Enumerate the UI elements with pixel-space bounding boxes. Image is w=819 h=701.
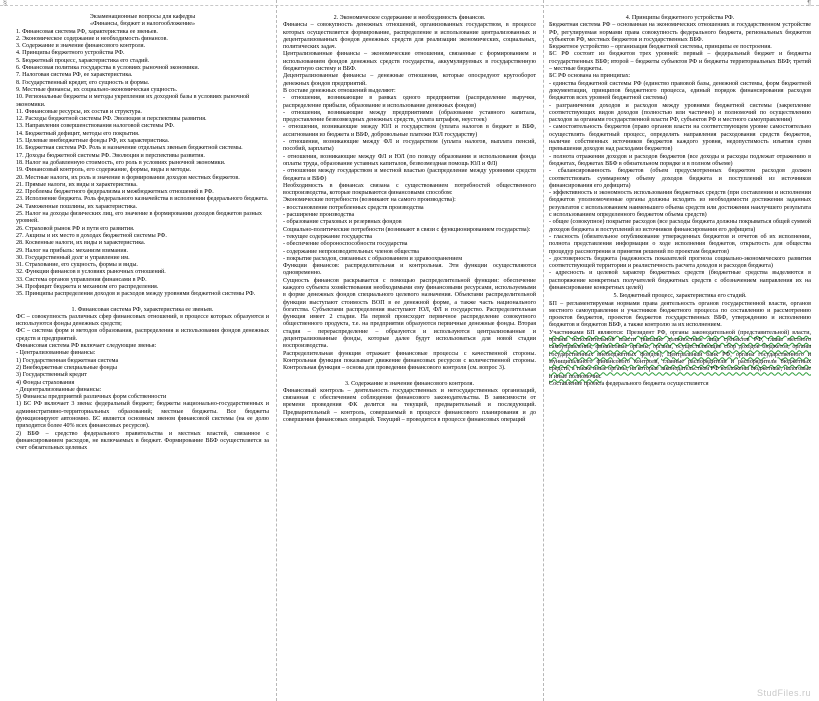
question-item: 18. Налог на добавленную стоимость, его роль в условиях рыночной экономики. xyxy=(16,159,226,166)
paragraph: Участниками БП являются: Президент РФ, органы законодательной (представительной) власти, органы исполнительной власти (высшие должностные лица субъектов РФ, главы местного самоуправления, финансовые органы, органы, осуществляющие сбор доходов бюджетов, органы государственных внебюджетных фондов), Центральный банк РФ, органы государственного и муниципального финансового контроля, главные распорядители и распорядители бюджетных средств, а также иные органы, на которые законодательством РФ возложены бюджетные, налоговые и иные полномочия. xyxy=(549,329,811,380)
question-item: 11. Финансовые ресурсы, их состав и структура. xyxy=(16,108,142,115)
paragraph: - сбалансированность бюджетов (объем предусмотренных бюджетом расходов должен соответствовать суммарному объему доходов бюджета и поступлений из источников финансирования его дефицита) xyxy=(549,168,811,189)
paragraph: - единства бюджетной системы РФ (единство правовой базы, денежной системы, форм бюджетной документации, принципов бюджетного процесса, единый порядок финансирования расходов бюджетов всех уровней бюджетной системы) xyxy=(549,80,811,102)
paragraph: - эффективность и экономность использования бюджетных средств (при составлении и исполнении бюджетов уполномоченные органы должны исходить из необходимости достижения заданных результатов с использованием наименьшего объема средств или достижения наилучшего результата с использованием определенного бюджетом объема средств) xyxy=(549,190,811,219)
question-item: 4. Принципы бюджетного устройства РФ. xyxy=(16,50,125,57)
paragraph: Составление проекта федерального бюджета осуществляется xyxy=(549,380,709,387)
question-item: 10. Региональные бюджеты и методы укрепления их доходной базы в условиях рыночной экономики. xyxy=(16,94,250,108)
section-heading-4: 4. Принципы бюджетного устройства РФ. xyxy=(625,15,735,21)
section-1-paragraphs xyxy=(16,314,269,350)
paragraph: - восстановление потребленных средств производства xyxy=(283,204,424,211)
top-ruler xyxy=(0,0,819,6)
paragraph: Социально-политические потребности (возникают в связи с функционированием государства): xyxy=(283,226,531,233)
list-item: 4) Фонды страхования xyxy=(16,379,75,386)
paragraph: БП – регламентируемая нормами права деятельность органов государственной власти, органов местного самоуправления и участников бюджетного процесса по составлению и рассмотрению проектов бюджетов, проектов бюджетов государственных ВБФ, утверждению и исполнению бюджетов и бюджетов ВБФ, а также контролю за их исполнением. xyxy=(549,300,811,329)
section-heading-1: 1. Финансовая система РФ, характеристика ее звеньев. xyxy=(71,306,214,313)
paragraph: - отношения, возникающие между ЮЛ и государством (уплата налогов в бюджет и ВБФ, ассигнования из бюджета и ВБФ, добровольные платежи ЮЛ государству) xyxy=(283,124,536,138)
paragraph: - содержание непроизводительных членов общества xyxy=(283,248,419,255)
question-item: 21. Прямые налоги, их виды и характеристика. xyxy=(16,181,138,188)
question-item: 7. Налоговая система РФ, ее характеристика. xyxy=(16,72,133,79)
watermark-logo: StudFiles.ru xyxy=(756,688,811,698)
paragraph: Централизованные финансы – экономические отношения, связанные с формированием и использованием фондов денежных средств государства, аккумулируемых в государственную бюджетную систему и ВБФ. xyxy=(283,51,536,73)
question-item: 33. Система органов управления финансами в РФ. xyxy=(16,276,147,283)
paragraph: Необходимость в финансах связана с существованием потребностей общественного воспроизводства, которые покрываются финансовыми способом: xyxy=(283,182,536,197)
question-item: 9. Местные финансы, их социально-экономическая сущность. xyxy=(16,86,178,93)
page-mark-right: ¶ xyxy=(807,0,811,7)
paragraph: - гласность (обязательное опубликование утвержденных бюджетов и отчетов об их исполнении, полнота представления информации о ходе исполнения бюджетов, открытость для общества процедур рассмотрения и принятия решений по проектам бюджетов) xyxy=(549,233,811,255)
column-divider xyxy=(543,0,544,701)
paragraph: - отношения, возникающие между ФЛ и ЮЛ (по поводу образования и использования фонда оплаты труда, образование уставных капиталов, безвозмездная помощь ЮЛ и ФЛ) xyxy=(283,153,536,167)
paragraph: Финансовый контроль – деятельность государственных и негосударственных организаций, связанная с обеспечением соблюдения финансового законодательства. В зависимости от времени проведения ФК делится на текущий, предварительный и последующий. Предварительный – контроль, совершаемый в процессе финансового планирования и до совершения финансовых операций. Текущий – проводится в процессе финансовых операций xyxy=(283,387,536,424)
paragraph: - самостоятельность бюджетов (право органов власти на соответствующем уровне самостоятельно осуществлять бюджетный процесс, определять направления расходования средств бюджетов, наличие собственных источников бюджетов каждого уровня, недопустимость изъятия сумм превышения доходов над расходами бюджетов) xyxy=(549,124,811,153)
paragraph: - расширение производства xyxy=(283,212,355,219)
question-item: 23. Исполнение бюджета. Роль федерального казначейства в исполнении федерального бюджета. xyxy=(16,196,269,203)
document-subtitle: «Финансы, бюджет и налогообложение» xyxy=(90,21,195,28)
question-item: 35. Принципы распределения доходов и расходов между уровнями бюджетной системы РФ. xyxy=(16,291,256,298)
section-heading-3: 3. Содержание и значение финансового контроля. xyxy=(344,380,475,387)
section-2-paragraphs xyxy=(283,22,536,372)
column-1 xyxy=(16,14,269,701)
column-2 xyxy=(283,14,536,701)
question-item: 12. Расходы бюджетной системы РФ. Эволюция и перспективы развития. xyxy=(16,116,207,123)
paragraph: 1) БС РФ включает 3 звена: федеральный бюджет; бюджеты национально-государственных и административно-территориальных образований; местные бюджеты. Все бюджеты функционируют автономно. БС является основным звеном финансовой системы (на ее долю приходится более 40% всех финансовых ресурсов). xyxy=(16,401,269,430)
paragraph: Децентрализованные финансы – денежные отношения, которые опосредуют кругооборот денежных фондов предприятий. xyxy=(283,73,536,87)
section-1-tail xyxy=(16,401,269,452)
paragraph: Финансы – совокупность денежных отношений, организованных государством, в процессе которых осуществляется формирование, распределение и использование централизованных и децентрализованных фондов денежных средств для реализации экономических, социальных, политических задач. xyxy=(283,22,536,51)
paragraph: Распределительная функция отражает финансовые процессы с качественной стороны. Контрольная функция показывает движение финансовых ресурсов с количественной стороны. Контрольная функция – основа для проведения финансового контроля (см. вопрос 3). xyxy=(283,350,536,372)
paragraph: - отношения, возникающие между ФЛ и государством (уплата налогов, выплата пенсий, пособий, зарплаты) xyxy=(283,139,536,153)
paragraph: - образование страховых и резервных фондов xyxy=(283,219,402,226)
question-item: 19. Финансовый контроль, его содержание, формы, виды и методы. xyxy=(16,167,192,174)
paragraph: - текущее содержание государства xyxy=(283,233,373,240)
question-item: 25. Налог на доходы физических лиц, его значение в формировании доходов бюджетов разных уровней. xyxy=(16,211,262,225)
paragraph: - обеспечение обороноспособности государства xyxy=(283,241,408,248)
paragraph: В составе денежных отношений выделяют: xyxy=(283,87,396,94)
page-mark-left: § xyxy=(3,0,7,7)
paragraph: БС РФ состоит из бюджетов трех уровней: первый – федеральный бюджет и бюджеты государственных ВБФ; второй – бюджеты субъектов РФ и бюджеты территориальных ВБФ; третий – местные бюджеты. xyxy=(549,51,811,73)
question-item: 2. Экономическое содержание и необходимость финансов. xyxy=(16,35,168,42)
paragraph: - общее (совокупное) покрытие расходов (все расходы бюджета должны покрываться общей суммой доходов бюджета и поступлений из источников финансирования его дефицита) xyxy=(549,219,811,233)
section-4-paragraphs xyxy=(549,22,811,292)
list-item: 1) Государственная бюджетная система xyxy=(16,357,119,364)
question-item: 14. Бюджетный дефицит, методы его покрытия. xyxy=(16,130,140,137)
question-item: 1. Финансовая система РФ, характеристика ее звеньев. xyxy=(16,28,158,35)
paragraph: - разграничения доходов и расходов между уровнями бюджетной системы (закрепление соответствующих видов доходов (полностью или частично) и полномочий по осуществлению расходов за органами государственной власти РФ, субъектов РФ и местного самоуправления) xyxy=(549,102,811,124)
paragraph: Функции финансов: распределительная и контрольная. Эти функции осуществляются одновременно. xyxy=(283,263,536,277)
question-item: 6. Финансовая политика государства в условиях рыночной экономики. xyxy=(16,65,200,72)
question-item: 8. Государственный кредит, его сущность и формы. xyxy=(16,79,150,86)
list-item: 3) Государственный кредит xyxy=(16,372,87,379)
question-item: 15. Целевые внебюджетные фонды РФ, их характеристика. xyxy=(16,138,170,145)
paragraph: Сущность финансов раскрывается с помощью распределительной функции: обеспечение каждого субъекта хозяйствования необходимыми ему финансовыми ресурсами, используемыми в форме денежных фондов специального целевого назначения. Объектами распределительной функции выступают стоимость ВОП в ее денежной форме, а также часть национального богатства. Субъектами распределения выступают ЮЛ, ФЛ и государство. Распределительная функция имеет 2 стадии. На первой происходит первичное распределение совокупного общественного продукта, т.е. на предприятии образуются первичные денежные фонды. Вторая стадия – перераспределение – образуются и используются централизованные и децентрализованные фонды, которые далее будут использоваться для новой стадии воспроизводства. xyxy=(283,277,536,350)
paragraph: Бюджетное устройство – организация бюджетной системы, принципы ее построения. xyxy=(549,44,772,51)
section-1-list xyxy=(16,350,269,401)
list-item: 2) Внебюджетные специальные фонды xyxy=(16,364,117,371)
section-heading-2: 2. Экономическое содержание и необходимость финансов. xyxy=(333,15,486,21)
question-item: 24. Таможенные пошлины, их характеристика. xyxy=(16,203,138,210)
paragraph: Финансовая система РФ включает следующие звенья: xyxy=(16,343,157,350)
question-list xyxy=(16,29,269,299)
question-item: 28. Косвенные налоги, их виды и характеристика. xyxy=(16,240,146,247)
paragraph: - полнота отражения доходов и расходов бюджетов (все доходы и расходы подлежат отражению в бюджетах, бюджетах ВБФ в обязательном порядке и в полном объеме) xyxy=(549,153,811,167)
question-item: 13. Направления совершенствования налоговой системы РФ. xyxy=(16,123,175,130)
paragraph: Экономические потребности (возникают на самого производства): xyxy=(283,197,456,204)
question-item: 17. Доходы бюджетной системы РФ. Эволюция и перспективы развития. xyxy=(16,152,205,159)
paragraph: 2) ВБФ – средство федерального правительства и местных властей, связанное с финансированием расходов, не включаемых в бюджет. Формирование ВБФ осуществляется за счет обязательных целевых xyxy=(16,430,269,452)
section-5-paragraphs xyxy=(549,301,811,389)
section-heading-5: 5. Бюджетный процесс, характеристика его стадий. xyxy=(613,293,747,300)
paragraph: БС РФ основана на принципах: xyxy=(549,73,631,80)
paragraph: - отношения, возникающие между предприятиями (образование уставного капитала, предоставление безвозмездных денежных средств, уплата штрафов, неустоек) xyxy=(283,109,536,124)
section-3-paragraphs xyxy=(283,388,536,424)
list-item: 5) Финансы предприятий различных форм собственности xyxy=(16,394,167,401)
question-item: 32. Функции финансов в условиях рыночных отношений. xyxy=(16,269,166,276)
paragraph: - отношения, возникающие в рамках одного предприятия (распределение выручки, распределение прибыли, образование и использование денежных фондов) xyxy=(283,95,536,109)
question-item: 26. Страховой рынок РФ и пути его развития. xyxy=(16,225,135,232)
question-item: 22. Проблемы бюджетного федерализма и межбюджетных отношений в РФ. xyxy=(16,189,214,196)
question-item: 30. Государственный долг и управление им. xyxy=(16,254,130,261)
paragraph: - отношения между государством и местной властью (распределение между уровнями средств бюджета и ВБФ) xyxy=(283,168,536,182)
question-item: 3. Содержание и значение финансового контроля. xyxy=(16,43,146,50)
document-title: Экзаменационные вопросы для кафедры xyxy=(89,14,196,20)
paragraph: - покрытие расходов, связанных с образованием и здравоохранением xyxy=(283,255,463,262)
list-item: - Децентрализованные финансы: xyxy=(16,386,102,393)
paragraph: ФС – совокупность различных сфер финансовых отношений, в процессе которых образуются и используются фонды денежных средств; xyxy=(16,313,269,328)
question-item: 16. Бюджетная система РФ. Роль и назначение отдельных звеньев бюджетной системы. xyxy=(16,145,243,152)
paragraph: ФС – система форм и методов образования, распределения и использования фондов денежных средств и предприятий. xyxy=(16,328,269,342)
question-item: 31. Страхование, его сущность, формы и виды. xyxy=(16,262,138,269)
column-3 xyxy=(549,14,811,701)
paragraph: - достоверность бюджета (надежность показателей прогноза социально-экономического развития соответствующей территории и реалистичность расчета доходов и расходов бюджета) xyxy=(549,255,811,270)
list-item: - Централизованные финансы: xyxy=(16,350,96,357)
paragraph: - адресность и целевой характер бюджетных средств (бюджетные средства выделяются в распоряжение конкретных получателей бюджетных средств с обозначением направления их на финансирование конкретных целей) xyxy=(549,270,811,291)
question-item: 5. Бюджетный процесс, характеристика его стадий. xyxy=(16,57,150,64)
question-item: 34. Профицит бюджета и механизм его распределения. xyxy=(16,283,159,290)
question-item: 29. Налог на прибыль: механизм взимания. xyxy=(16,247,128,254)
column-divider xyxy=(276,0,277,701)
question-item: 27. Акцизы и их место в доходах бюджетной системы РФ. xyxy=(16,232,167,239)
paragraph: Бюджетная система РФ – основанная на экономических отношениях и государственном устройстве РФ, регулируемая нормами права совокупность федерального бюджета, региональных бюджетов субъектов РФ, местных бюджетов и государственных ВБФ. xyxy=(549,22,811,43)
question-item: 20. Местные налоги, их роль и значение в формировании доходов местных бюджетов. xyxy=(16,174,240,181)
